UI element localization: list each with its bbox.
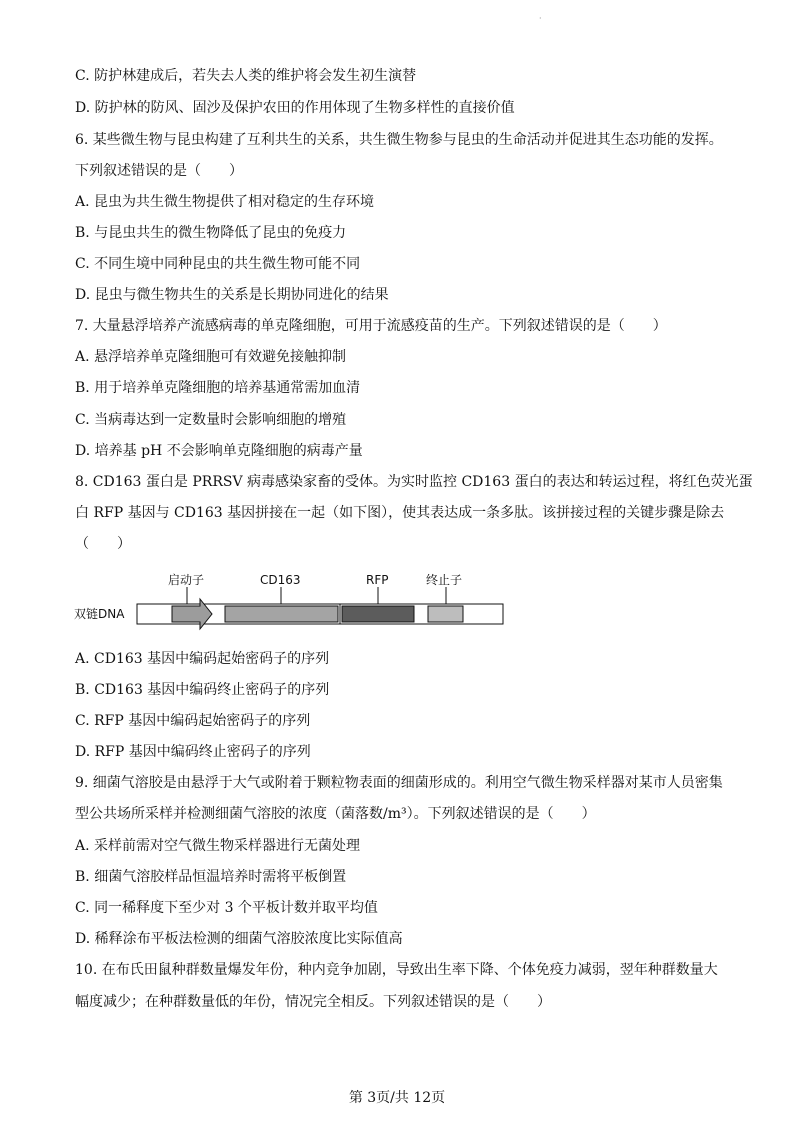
option-5c: C. 防护林建成后，若失去人类的维护将会发生初生演替 [75, 68, 417, 84]
question-10-stem: 10. 在布氏田鼠种群数量爆发年份，种内竞争加剧，导致出生率下降、个体免疫力减弱，翌年种群数量大 [75, 962, 718, 978]
option-6d: D. 昆虫与微生物共生的关系是长期协同进化的结果 [75, 287, 389, 303]
question-9-stem: 9. 细菌气溶胶是由悬浮于大气或附着于颗粒物表面的细菌形成的。利用空气微生物采样器对某市人员密集 [75, 775, 723, 791]
terminator-label: 终止子 [426, 573, 463, 587]
option-9d: D. 稀释涂布平板法检测的细菌气溶胶浓度比实际值高 [75, 931, 403, 947]
question-9-stem-cont: 型公共场所采样并检测细菌气溶胶的浓度（菌落数/m³）。下列叙述错误的是（ ） [75, 806, 596, 822]
option-8c: C. RFP 基因中编码起始密码子的序列 [75, 713, 311, 729]
question-8-blank: （ ） [75, 536, 131, 552]
option-9c: C. 同一稀释度下至少对 3 个平板计数并取平均值 [75, 900, 378, 916]
option-7c: C. 当病毒达到一定数量时会影响细胞的增殖 [75, 412, 347, 428]
promoter-label: 启动子 [168, 573, 205, 587]
option-9b: B. 细菌气溶胶样品恒温培养时需将平板倒置 [75, 869, 347, 885]
terminator-block [428, 606, 463, 622]
option-8b: B. CD163 基因中编码终止密码子的序列 [75, 682, 330, 698]
option-8d: D. RFP 基因中编码终止密码子的序列 [75, 744, 311, 760]
option-9a: A. 采样前需对空气微生物采样器进行无菌处理 [75, 838, 361, 854]
question-8-stem-cont: 白 RFP 基因与 CD163 基因拼接在一起（如下图），使其表达成一条多肽。该拼接过程的关键步骤是除去 [75, 505, 725, 521]
question-6-stem-cont: 下列叙述错误的是（ ） [75, 163, 243, 179]
dna-row-label: 双链DNA [74, 607, 125, 621]
option-6b: B. 与昆虫共生的微生物降低了昆虫的免疫力 [75, 225, 347, 241]
option-5d: D. 防护林的防风、固沙及保护农田的作用体现了生物多样性的直接价值 [75, 100, 515, 116]
dna-diagram [70, 566, 520, 634]
option-7a: A. 悬浮培养单克隆细胞可有效避免接触抑制 [75, 349, 347, 365]
page-number: 第 3页/共 12页 [348, 1090, 446, 1106]
option-6a: A. 昆虫为共生微生物提供了相对稳定的生存环境 [75, 194, 375, 210]
option-7b: B. 用于培养单克隆细胞的培养基通常需加血清 [75, 380, 361, 396]
rfp-block [342, 606, 414, 622]
option-6c: C. 不同生境中同种昆虫的共生微生物可能不同 [75, 256, 361, 272]
option-8a: A. CD163 基因中编码起始密码子的序列 [75, 651, 330, 667]
question-7-stem: 7. 大量悬浮培养产流感病毒的单克隆细胞，可用于流感疫苗的生产。下列叙述错误的是（ ） [75, 318, 667, 334]
question-10-stem-cont: 幅度减少；在种群数量低的年份，情况完全相反。下列叙述错误的是（ ） [75, 994, 551, 1010]
option-7d: D. 培养基 pH 不会影响单克隆细胞的病毒产量 [75, 443, 363, 459]
cd163-block [225, 606, 338, 622]
corner-mark: · [539, 14, 542, 23]
rfp-label: RFP [366, 573, 389, 587]
question-8-stem: 8. CD163 蛋白是 PRRSV 病毒感染家畜的受体。为实时监控 CD163 蛋白的表达和转运过程，将红色荧光蛋 [75, 474, 753, 490]
cd163-label: CD163 [260, 573, 301, 587]
question-6-stem: 6. 某些微生物与昆虫构建了互利共生的关系，共生微生物参与昆虫的生命活动并促进其生态功能的发挥。 [75, 132, 723, 148]
